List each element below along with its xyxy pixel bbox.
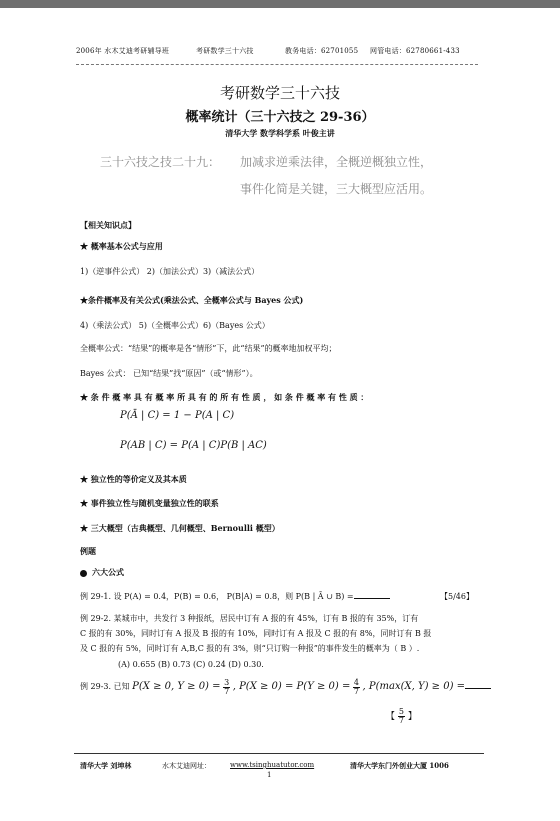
total-probability-note: 全概率公式：“结果”的概率是各“情形”下，此“结果”的概率地加权平均； xyxy=(80,344,337,353)
tip-line1: 加减求逆乘法律，全概逆概独立性， xyxy=(240,155,433,169)
tip-line2: 事件化简是关键，三大概型应活用。 xyxy=(240,182,433,196)
tip-label: 三十六技之技二十九： xyxy=(100,155,221,169)
example-29-1-answer: 【5/46】 xyxy=(440,592,474,601)
header-org: 2006年 水木艾迪考研辅导班 xyxy=(76,47,170,55)
fraction-numerator: 4 xyxy=(353,677,359,687)
fraction-numerator: 5 xyxy=(398,707,404,716)
bayes-note: Bayes 公式： 已知“结果”找“原因”（或“情形”）。 xyxy=(80,369,258,378)
formula-complement: P(Ā | C) = 1 − P(A | C) xyxy=(120,410,235,421)
fraction-denominator: 7 xyxy=(398,716,404,725)
example-29-2-line2: C 报的有 30%，同时订有 A 报及 B 报的有 10%，同时订有 A 报及 C 报的有 8%，同时订有 B 报 xyxy=(80,629,432,638)
window-top-bar xyxy=(0,0,560,8)
knowledge-item-independence: ★ 独立性的等价定义及其本质 xyxy=(80,474,187,484)
example-29-2-line3: 及 C 报的有 5%，同时订有 A,B,C 报的有 3%，则“只订购一种报”的事件发生的概率为（ B ）. xyxy=(80,644,420,653)
header-phone-admin: 网管电话：62780661-433 xyxy=(370,47,460,55)
section-six-formulas xyxy=(80,567,124,578)
example-29-2-options: (A) 0.655 (B) 0.73 (C) 0.24 (D) 0.30. xyxy=(118,660,264,669)
header-phone-academic: 教务电话：62701055 xyxy=(285,47,359,55)
answer-bracket-right: 】 xyxy=(407,712,417,722)
knowledge-item-basic: ★ 概率基本公式与应用 xyxy=(80,241,163,251)
footer-author: 清华大学 刘坤林 xyxy=(80,761,132,770)
knowledge-item-rv-independence: ★ 事件独立性与随机变量独立性的联系 xyxy=(80,498,219,508)
knowledge-item-properties: ★ 条 件 概 率 具 有 概 率 所 具 有 的 所 有 性 质 ， 如 条 件 概 率 有 性 质 ： xyxy=(80,392,369,402)
formula-product: P(AB | C) = P(A | C)P(B | AC) xyxy=(120,440,267,451)
document-page xyxy=(0,8,560,821)
fraction-4-7 xyxy=(353,679,360,696)
example-29-1-text: 例 29-1. 设 P(A) = 0.4，P(B) = 0.6， P(B|A) = 0.8，则 P(B | Ā ∪ B) = xyxy=(80,592,354,601)
answer-blank xyxy=(465,681,491,689)
example-29-3-part3: , P(max(X, Y) ≥ 0) = xyxy=(362,681,466,692)
footer-site-link[interactable]: www.tsinghuatutor.com xyxy=(230,761,315,769)
knowledge-heading: 【相关知识点】 xyxy=(80,220,136,230)
footer-divider xyxy=(74,753,484,754)
footer-site-label: 水木艾迪网址： xyxy=(162,762,211,770)
bullet-icon xyxy=(80,570,87,577)
example-29-3-answer xyxy=(386,708,417,725)
example-29-3-prefix: 例 29-3. 已知 xyxy=(80,682,130,691)
header-divider xyxy=(76,64,478,65)
knowledge-item-conditional: ★条件概率及有关公式(乘法公式、全概率公式与 Bayes 公式) xyxy=(80,295,304,305)
page-title: 考研数学三十六技 xyxy=(219,84,340,102)
knowledge-basic-detail: 1)（逆事件公式） 2)（加法公式）3)（减法公式） xyxy=(80,267,260,276)
answer-bracket-left: 【 xyxy=(386,712,396,722)
example-29-3-part2: , P(X ≥ 0) = P(Y ≥ 0) = xyxy=(232,681,351,692)
example-29-1 xyxy=(80,591,390,602)
section-label: 六大公式 xyxy=(92,567,124,577)
knowledge-item-three-models: ★ 三大概型（古典概型、几何概型、Bernoulli 概型） xyxy=(80,523,280,533)
examples-heading: 例题 xyxy=(80,546,96,556)
fraction-numerator: 3 xyxy=(224,677,230,687)
fraction-3-7 xyxy=(223,679,230,696)
header-course: 考研数学三十六技 xyxy=(196,47,254,55)
fraction-5-7 xyxy=(398,708,405,725)
page-number: 1 xyxy=(267,771,272,779)
footer-address: 清华大学东门外创业大厦 1006 xyxy=(350,761,449,770)
knowledge-conditional-detail: 4)（乘法公式） 5)（全概率公式）6)（Bayes 公式） xyxy=(80,321,270,330)
example-29-2-line1: 例 29-2. 某城市中，共发行 3 种报纸，居民中订有 A 报的有 45%，订有 B 报的有 35%，订有 xyxy=(80,614,419,623)
example-29-3-part1: P(X ≥ 0, Y ≥ 0) = xyxy=(132,681,221,692)
fraction-denominator: 7 xyxy=(224,686,230,696)
example-29-3 xyxy=(80,678,491,696)
page-subtitle: 概率统计（三十六技之 29-36） xyxy=(185,110,375,125)
answer-blank xyxy=(354,591,390,599)
author-line: 清华大学 数学科学系 叶俊主讲 xyxy=(225,128,335,138)
fraction-denominator: 7 xyxy=(353,686,359,696)
